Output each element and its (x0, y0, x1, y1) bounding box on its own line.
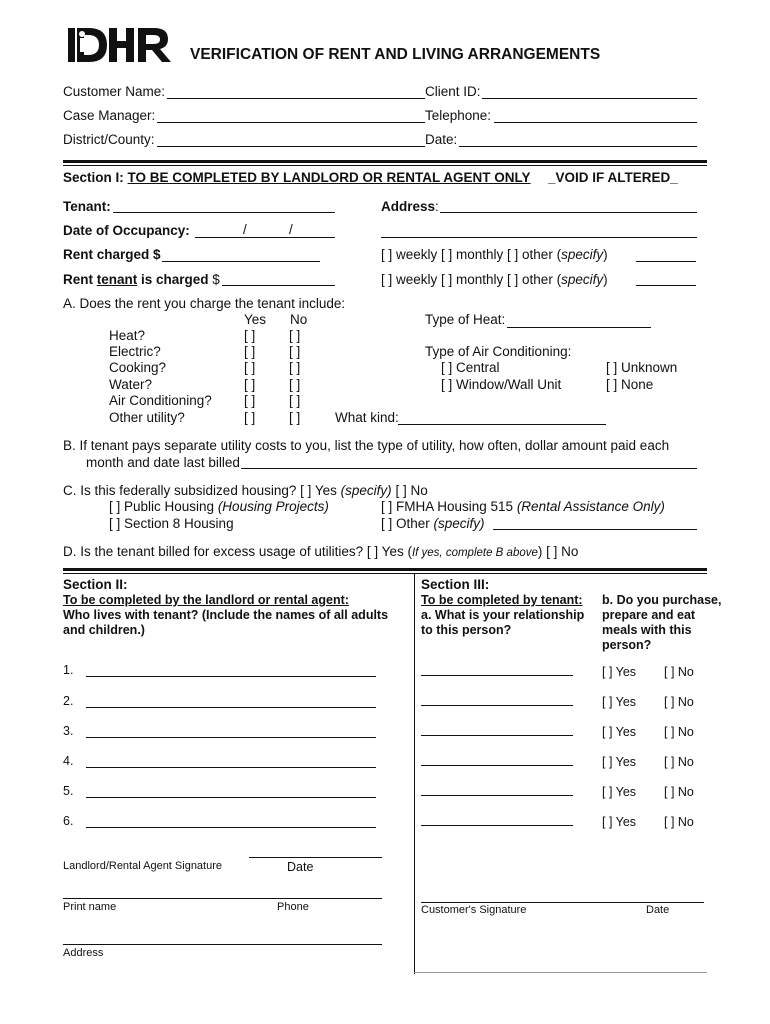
person-name-field-6[interactable] (86, 827, 376, 828)
section3-title: Section III: (421, 577, 490, 592)
rent-dollar: $ (212, 272, 220, 287)
district-county-label: District/County: (63, 132, 155, 147)
rent-tenant-field[interactable] (222, 285, 335, 286)
relationship-field-1[interactable] (421, 675, 573, 676)
section3-qb-4: person? (602, 638, 652, 652)
meals-no-1[interactable]: [ ] No (664, 665, 694, 679)
water-no-box[interactable]: [ ] (289, 377, 301, 392)
tenant-field[interactable] (113, 212, 335, 213)
client-id-field[interactable] (482, 98, 697, 99)
meals-yes-3[interactable]: [ ] Yes (602, 725, 637, 739)
rent-tenant-word: tenant (96, 272, 138, 287)
type-of-heat-label: Type of Heat: (425, 312, 506, 327)
public-a: [ ] Public Housing (109, 499, 218, 514)
relationship-field-4[interactable] (421, 765, 573, 766)
row-number-6: 6. (63, 814, 74, 828)
meals-no-3[interactable]: [ ] No (664, 725, 694, 739)
rent-charged-field[interactable] (162, 261, 320, 262)
utility-other: Other utility? (109, 410, 185, 425)
row-number-5: 5. (63, 784, 74, 798)
customer-signature-field[interactable] (421, 902, 704, 903)
address-label (381, 199, 439, 214)
public-b: (Housing Projects) (217, 499, 329, 514)
rent-frequency-2[interactable] (381, 272, 608, 287)
section-divider-2 (63, 568, 707, 571)
fmha-option[interactable] (381, 499, 665, 514)
section3-qb-2: prepare and eat (602, 608, 696, 622)
tenant-label: Tenant: (63, 199, 111, 214)
bottom-rule (414, 972, 707, 973)
meals-yes-1[interactable]: [ ] Yes (602, 665, 637, 679)
other-a: [ ] Other (381, 516, 434, 531)
question-d-c: ) [ ] No (537, 544, 579, 559)
other-housing-option[interactable] (381, 516, 485, 531)
row-number-4: 4. (63, 754, 74, 768)
person-name-field-4[interactable] (86, 767, 376, 768)
heat-no-box[interactable]: [ ] (289, 328, 301, 343)
section8-option[interactable]: [ ] Section 8 Housing (109, 516, 234, 531)
section3-qb-3: meals with this (602, 623, 692, 637)
section1-prefix: Section I: (63, 170, 124, 185)
print-name-field[interactable] (63, 898, 382, 899)
question-b-line1: B. If tenant pays separate utility costs to you, list the type of utility, how often, dollar amount paid each (63, 438, 670, 453)
meals-no-5[interactable]: [ ] No (664, 785, 694, 799)
meals-no-6[interactable]: [ ] No (664, 815, 694, 829)
void-notice: _VOID IF ALTERED_ (548, 170, 678, 185)
section1-title (63, 170, 531, 185)
ac-unknown-option[interactable]: [ ] Unknown (606, 360, 678, 375)
address-colon: : (435, 199, 439, 214)
row-number-2: 2. (63, 694, 74, 708)
fmha-b: (Rental Assistance Only) (516, 499, 665, 514)
section3-qa-1: a. What is your relationship (421, 608, 585, 622)
rent-tenant-label (63, 272, 220, 287)
fmha-a: [ ] FMHA Housing 515 (381, 499, 517, 514)
type-of-heat-field[interactable] (507, 327, 651, 328)
what-kind-field[interactable] (398, 424, 606, 425)
what-kind-label: What kind: (335, 410, 399, 425)
case-manager-field[interactable] (157, 122, 425, 123)
ac-central-option[interactable]: [ ] Central (441, 360, 500, 375)
district-county-field[interactable] (157, 146, 425, 147)
date-label: Date: (425, 132, 458, 147)
date-field[interactable] (459, 146, 697, 147)
freq-b1: [ ] weekly [ ] monthly [ ] other ( (381, 272, 562, 287)
utility-water: Water? (109, 377, 153, 392)
freq-b2: specify (561, 272, 604, 287)
water-yes-box[interactable]: [ ] (244, 377, 256, 392)
utility-ac: Air Conditioning? (109, 393, 212, 408)
utility-cooking: Cooking? (109, 360, 167, 375)
freq-a1: [ ] weekly [ ] monthly [ ] other ( (381, 247, 562, 262)
row-number-3: 3. (63, 724, 74, 738)
rent-frequency-1[interactable] (381, 247, 608, 262)
case-manager-label: Case Manager: (63, 108, 156, 123)
section2-question-2: and children.) (63, 623, 145, 637)
dhr-logo (68, 26, 172, 70)
other-yes-box[interactable]: [ ] (244, 410, 256, 425)
question-c-c: [ ] No (391, 483, 428, 498)
question-a: A. Does the rent you charge the tenant include: (63, 296, 346, 311)
section-divider (63, 160, 707, 163)
other-no-box[interactable]: [ ] (289, 410, 301, 425)
landlord-address-label: Address (63, 947, 104, 959)
ac-no-box[interactable]: [ ] (289, 393, 301, 408)
customer-name-field[interactable] (167, 98, 425, 99)
occupancy-slash-1: / (243, 222, 247, 237)
telephone-label: Telephone: (425, 108, 492, 123)
print-name-label: Print name (63, 901, 117, 913)
ac-none-option[interactable]: [ ] None (606, 377, 654, 392)
column-divider (414, 574, 415, 974)
occupancy-slash-2: / (289, 222, 293, 237)
meals-yes-6[interactable]: [ ] Yes (602, 815, 637, 829)
section3-subtitle: To be completed by tenant: (421, 593, 583, 607)
yes-header: Yes (244, 312, 267, 327)
rent-charged-label: Rent charged $ (63, 247, 161, 262)
question-b-field[interactable] (241, 468, 697, 469)
utility-electric: Electric? (109, 344, 161, 359)
client-id-label: Client ID: (425, 84, 481, 99)
public-housing-option[interactable] (109, 499, 329, 514)
freq-b3: ) (603, 272, 608, 287)
landlord-address-field[interactable] (63, 944, 382, 945)
relationship-field-5[interactable] (421, 795, 573, 796)
electric-no-box[interactable]: [ ] (289, 344, 301, 359)
meals-yes-2[interactable]: [ ] Yes (602, 695, 637, 709)
occupancy-label: Date of Occupancy: (63, 223, 190, 238)
electric-yes-box[interactable]: [ ] (244, 344, 256, 359)
section2-subtitle: To be completed by the landlord or rental agent: (63, 593, 349, 607)
other-housing-field[interactable] (493, 529, 697, 530)
question-b-line2: month and date last billed (86, 455, 240, 470)
person-name-field-5[interactable] (86, 797, 376, 798)
other-b: (specify) (433, 516, 485, 531)
rent-other-field-1[interactable] (636, 261, 696, 262)
person-name-field-2[interactable] (86, 707, 376, 708)
cooking-yes-box[interactable]: [ ] (244, 360, 256, 375)
rent-prefix: Rent (63, 272, 97, 287)
rent-suffix: is charged (137, 272, 209, 287)
person-name-field-1[interactable] (86, 676, 376, 677)
landlord-signature-label: Landlord/Rental Agent Signature (63, 860, 223, 872)
meals-yes-5[interactable]: [ ] Yes (602, 785, 637, 799)
landlord-date-label: Date (287, 860, 314, 874)
type-of-ac-label: Type of Air Conditioning: (425, 344, 572, 359)
heat-yes-box[interactable]: [ ] (244, 328, 256, 343)
question-d (63, 544, 578, 559)
question-d-a: D. Is the tenant billed for excess usage of utilities? [ ] Yes ( (63, 544, 412, 559)
question-c-b: (specify) (340, 483, 392, 498)
relationship-field-6[interactable] (421, 825, 573, 826)
landlord-date-field[interactable] (249, 857, 382, 858)
utility-heat: Heat? (109, 328, 146, 343)
address-field-2[interactable] (381, 237, 697, 238)
relationship-field-2[interactable] (421, 705, 573, 706)
section2-question-1: Who lives with tenant? (Include the names of all adults (63, 608, 389, 622)
meals-yes-4[interactable]: [ ] Yes (602, 755, 637, 769)
freq-a2: specify (561, 247, 604, 262)
customer-name-label: Customer Name: (63, 84, 166, 99)
address-word: Address (381, 199, 436, 214)
question-c (63, 483, 428, 498)
row-number-1: 1. (63, 663, 74, 677)
meals-no-4[interactable]: [ ] No (664, 755, 694, 769)
section-divider-thin (63, 165, 707, 166)
ac-window-option[interactable]: [ ] Window/Wall Unit (441, 377, 562, 392)
address-field[interactable] (440, 212, 697, 213)
section3-qb-1: b. Do you purchase, (602, 593, 722, 607)
section2-title: Section II: (63, 577, 128, 592)
freq-a3: ) (603, 247, 608, 262)
telephone-field[interactable] (494, 122, 697, 123)
relationship-field-3[interactable] (421, 735, 573, 736)
question-d-b: If yes, complete B above (411, 547, 538, 559)
no-header: No (290, 312, 308, 327)
question-c-a: C. Is this federally subsidized housing? [ ] Yes (63, 483, 341, 498)
customer-date-label: Date (646, 904, 670, 916)
cooking-no-box[interactable]: [ ] (289, 360, 301, 375)
section1-underlined: TO BE COMPLETED BY LANDLORD OR RENTAL AGENT ONLY (127, 170, 531, 185)
section3-qa-2: to this person? (421, 623, 512, 637)
phone-label: Phone (277, 901, 309, 913)
meals-no-2[interactable]: [ ] No (664, 695, 694, 709)
rent-other-field-2[interactable] (636, 285, 696, 286)
person-name-field-3[interactable] (86, 737, 376, 738)
occupancy-field[interactable] (195, 237, 335, 238)
customer-signature-label: Customer's Signature (421, 904, 527, 916)
ac-yes-box[interactable]: [ ] (244, 393, 256, 408)
form-title: VERIFICATION OF RENT AND LIVING ARRANGEMENTS (190, 46, 601, 63)
section-divider-2-thin (63, 573, 707, 574)
